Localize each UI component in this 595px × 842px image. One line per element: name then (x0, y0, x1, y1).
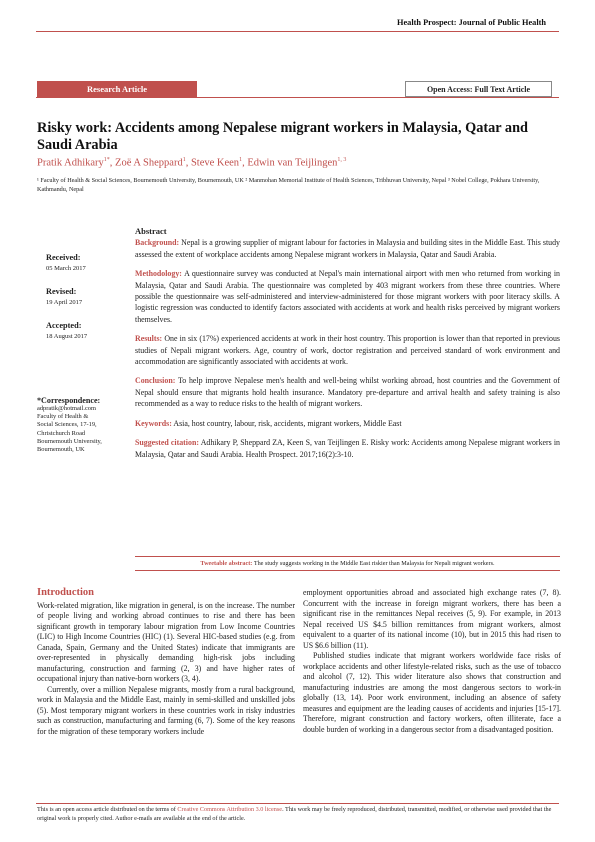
correspondence-line: Bournemouth University, (37, 437, 102, 445)
results-text: One in six (17%) experienced accidents at work in their host country. This proportion is lower than that reported in previous studies of Nepali migrant workers. Age, country of work, doctor registration and perceived standard of work environment and accommodation are significantly associated with accidents at work. (135, 334, 560, 367)
received-label: Received: (46, 253, 81, 262)
license-footer (37, 805, 559, 823)
author-3[interactable]: Steve Keen (190, 157, 240, 169)
abstract-background (135, 237, 560, 260)
author-2-affil: 1 (182, 157, 186, 163)
correspondence-label: *Correspondence: (37, 396, 101, 405)
header-rule (36, 31, 559, 32)
intro-paragraph-4: Published studies indicate that migrant workers worldwide face risks of workplace accidents and other lifestyle-related risks, such as the use of tobacco and alcohol (7, 12). This wider literature also shows that construction and manufacturing industries are among the most dangerous sectors to work-in globally (13, 14). Poor work environment, including an absence of safety measures and equipment are the leading causes of accidents and injuries [15-17]. Therefore, migrant construction and factory workers, often illiterate, face a double burden of working in a dangerous sector from a disadvantaged position. (303, 651, 561, 734)
badge-rule (36, 97, 559, 98)
article-dates (46, 253, 126, 355)
correspondence-line: Christchurch Road (37, 429, 86, 437)
methods-label: Methodology: (135, 269, 182, 279)
intro-paragraph-2: Currently, over a million Nepalese migrants, mostly from a rural background, work in Malaysia and the Middle East, mainly in semi-skilled and unskilled jobs (5). Most temporary migrant workers in these countries work in risky industries such as construction, manufacturing and farming (6, 7). Some of the key reasons for the migration of these temporary workers include (37, 684, 295, 736)
tweet-label: Tweetable abstract: (200, 560, 253, 567)
conclusion-text: To help improve Nepalese men's health and well-being whilst working abroad, host countries and the Government of Nepal should ensure that migrants hold health insurance. Mandatory pre-departure and arrival health and safety training is also recommended as a way to reduce risks to the health of migrant workers. (135, 376, 560, 409)
citation-text: Adhikary P, Sheppard ZA, Keen S, van Teijlingen E. Risky work: Accidents among Nepalese migrant workers in Malaysia, Qatar and Saudi Arabia. Health Prospect. 2017;16(2):3-10. (135, 438, 560, 459)
keywords-text: Asia, host country, labour, risk, accidents, migrant workers, Middle East (173, 418, 402, 428)
revised-label: Revised: (46, 287, 77, 296)
license-link[interactable]: Creative Commons Attribution 3.0 license (177, 806, 283, 813)
abstract-results (135, 333, 560, 367)
tweetable-abstract (135, 556, 560, 571)
tweet-text: The study suggests working in the Middle East riskier than Malaysia for Nepali migrant workers. (253, 560, 495, 567)
background-text: Nepal is a growing supplier of migrant labour for factories in Malaysia and building sites in the Middle East. This study assessed the extent of workplace accidents among Nepalese migrant workers in Malaysia, Qatar and Saudi Arabia. (135, 238, 560, 259)
license-pre: This is an open access article distributed on the terms of (37, 806, 178, 813)
article-title: Risky work: Accidents among Nepalese migrant workers in Malaysia, Qatar and Saudi Arabia (37, 120, 528, 153)
abstract-methods (135, 268, 560, 325)
abstract-conclusion (135, 375, 560, 409)
intro-paragraph-3: employment opportunities abroad and associated high exchange rates (7, 8). Concurrent with the increase in foreign migrant workers, there has been a significant rise in the remittances Nepal receives (5, 9). For example, in 2013 Nepal received US $4.5 billion remittances from migrant workers, almost equivalent to a quarter of its national income (10), but in 2015 this had risen to US $6.6 billion (11). (303, 588, 561, 650)
keywords-label: Keywords: (135, 418, 172, 428)
correspondence-line: Faculty of Health & (37, 413, 89, 421)
author-1-affil: 1* (103, 157, 110, 163)
body-column-left (37, 588, 295, 737)
accepted-label: Accepted: (46, 321, 82, 330)
intro-paragraph-1: Work-related migration, like migration in general, is on the increase. The number of people living and working abroad continues to rise and there has been significant growth in temporary labour migration from Low Income Countries (LIC) to High Income Countries (HIC) (1). Several HIC-based studies (e.g. from Canada, Spain, Germany and the United States) indicate that immigrants are over-represented in physically demanding high-risk jobs including manufacturing, construction and farming (2, 3) and have higher rates of occupational injury than native-born workers (3, 4). (37, 600, 295, 683)
abstract-keywords (135, 418, 560, 429)
author-2[interactable]: Zoë A Sheppard (115, 157, 183, 169)
correspondence (37, 396, 129, 454)
intro-heading: Introduction (37, 587, 94, 598)
citation-label: Suggested citation: (135, 438, 199, 448)
article-type-badge: Research Article (37, 81, 197, 97)
journal-name: Health Prospect: Journal of Public Health (397, 18, 546, 27)
license-post: . This work may be freely reproduced, distributed, transmitted, modified, or otherwise used provided that the original work is properly cited. Author e-mails are available at the end of the article. (37, 806, 552, 822)
abstract-heading: Abstract (135, 226, 167, 236)
footer-rule (36, 803, 559, 804)
abstract-citation (135, 437, 560, 460)
background-label: Background: (135, 238, 180, 248)
accepted-date: 18 August 2017 (46, 333, 88, 340)
received-date: 05 March 2017 (46, 265, 86, 272)
results-label: Results: (135, 334, 163, 344)
author-list: Pratik Adhikary$^{1*}$, Zoë A Sheppard$^1$, Steve Keen$^1$, Edwin van Teijlingen$^{1, 3}$ (37, 157, 347, 169)
revised-date: 19 April 2017 (46, 299, 83, 306)
abstract (135, 226, 560, 468)
correspondence-email[interactable]: adpratik@hotmail.com (37, 405, 96, 412)
affiliations: ¹ Faculty of Health & Social Sciences, Bournemouth University, Bournemouth, UK ² Manmohan Memorial Institute of Health Sciences, Tribhuvan University, Nepal ³ Nobel College, Pokhara University, Kathmandu, Nepal (37, 177, 540, 193)
conclusion-label: Conclusion: (135, 376, 176, 386)
author-3-affil: 1 (239, 157, 243, 163)
correspondence-line: Social Sciences, 17-19, (37, 421, 97, 429)
open-access-badge: Open Access: Full Text Article (405, 81, 552, 97)
author-4[interactable]: Edwin van Teijlingen (247, 157, 338, 169)
body-column-right (303, 588, 561, 735)
correspondence-line: Bournemouth, UK (37, 446, 85, 454)
author-4-affil: 1, 3 (337, 157, 347, 163)
methods-text: A questionnaire survey was conducted at Nepal's main international airport with men who returned from working in Malaysia, Qatar and Saudi Arabia. The questionnaire was completed by 403 migrant workers from these three countries. Where possible the questionnaire was self-administered and interview-administered for those migrant workers with poor literacy skills. A logistic regression was conducted to identify factors associated with accidents at work and health risks perceived by migrant workers themselves. (135, 269, 560, 324)
author-1[interactable]: Pratik Adhikary (37, 157, 104, 169)
